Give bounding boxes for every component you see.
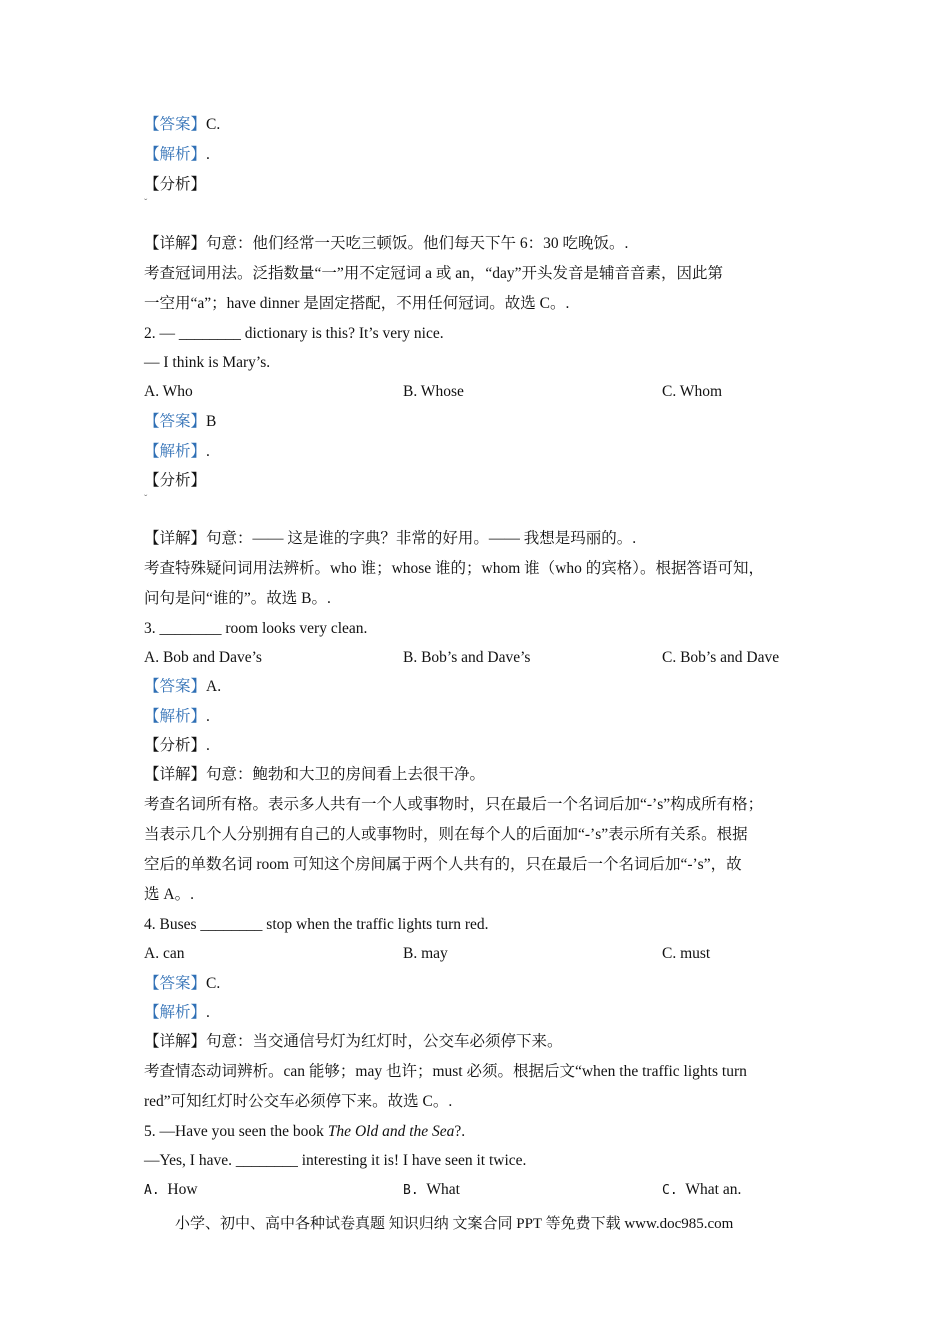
q2-explain-1: 考查特殊疑问词用法辨析。who 谁；whose 谁的；whom 谁（who 的宾格）。根据答语可知， bbox=[144, 560, 764, 577]
paragraph-mark: ˇ bbox=[144, 198, 148, 209]
q3-explain-3: 空后的单数名词 room 可知这个房间属于两个人共有的，只在最后一个名词后加“-’s”，故 bbox=[144, 856, 742, 873]
q4-option-c: C. must bbox=[662, 945, 711, 962]
q2-explain-2: 问句是问“谁的”。故选 B。. bbox=[144, 590, 331, 607]
q3-explain-2: 当表示几个人分别拥有自己的人或事物时，则在每个人的后面加“-’s”表示所有关系。根据 bbox=[144, 826, 748, 843]
q2-detail: 【详解】句意：—— 这是谁的字典？非常的好用。—— 我想是玛丽的。. bbox=[144, 530, 637, 547]
q5-reply: —Yes, I have. ________ interesting it is! I have seen it twice. bbox=[144, 1152, 527, 1169]
q4-stem: 4. Buses ________ stop when the traffic lights turn red. bbox=[144, 916, 489, 933]
answer-tag: 【答案】 bbox=[144, 116, 207, 133]
q1-detail: 【详解】句意：他们经常一天吃三顿饭。他们每天下午 6：30 吃晚饭。. bbox=[144, 235, 629, 252]
q3-analysis: 【解析】. bbox=[144, 708, 210, 725]
q4-explain-2: red”可知红灯时公交车必须停下来。故选 C。. bbox=[144, 1093, 453, 1110]
q2-stem: 2. — ________ dictionary is this? It’s very nice. bbox=[144, 325, 444, 342]
answer-value: C. bbox=[206, 116, 221, 133]
q5-option-c: C. What an. bbox=[662, 1181, 742, 1198]
q4-detail: 【详解】句意：当交通信号灯为红灯时，公交车必须停下来。 bbox=[144, 1033, 563, 1050]
q1-explain-2: 一空用“a”；have dinner 是固定搭配，不用任何冠词。故选 C。. bbox=[144, 295, 570, 312]
q4-answer: 【答案】C. bbox=[144, 975, 221, 992]
q4-explain-1: 考查情态动词辨析。can 能够；may 也许；must 必须。根据后文“when the traffic lights turn bbox=[144, 1063, 747, 1080]
q3-option-c: C. Bob’s and Dave bbox=[662, 649, 780, 666]
q1-fenxi: 【分析】 bbox=[144, 176, 207, 193]
q2-answer: 【答案】B bbox=[144, 413, 217, 430]
q5-stem: 5. —Have you seen the book The Old and the Sea?. bbox=[144, 1123, 466, 1140]
q3-fenxi: 【分析】. bbox=[144, 737, 210, 754]
q4-option-a: A. can bbox=[144, 945, 185, 962]
q2-option-b: B. Whose bbox=[403, 383, 464, 400]
book-title: The Old and the Sea bbox=[327, 1123, 455, 1140]
q3-option-b: B. Bob’s and Dave’s bbox=[403, 649, 531, 666]
q2-option-c: C. Whom bbox=[662, 383, 722, 400]
q3-stem: 3. ________ room looks very clean. bbox=[144, 620, 368, 637]
q3-explain-1: 考查名词所有格。表示多人共有一个人或事物时，只在最后一个名词后加“-’s”构成所有格； bbox=[144, 796, 764, 813]
q2-option-a: A. Who bbox=[144, 383, 193, 400]
q3-answer: 【答案】A. bbox=[144, 678, 222, 695]
paragraph-mark: ˇ bbox=[144, 494, 148, 505]
q2-analysis: 【解析】. bbox=[144, 443, 210, 460]
q2-fenxi: 【分析】 bbox=[144, 472, 207, 489]
q3-detail: 【详解】句意：鲍勃和大卫的房间看上去很干净。 bbox=[144, 766, 486, 783]
q5-option-b: B. What bbox=[403, 1181, 460, 1198]
page-footer: 小学、初中、高中各种试卷真题 知识归纳 文案合同 PPT 等免费下载 www.doc985.com bbox=[175, 1216, 734, 1232]
q3-option-a: A. Bob and Dave’s bbox=[144, 649, 262, 666]
analysis-tag: 【解析】 bbox=[144, 146, 207, 163]
q2-reply: — I think is Mary’s. bbox=[144, 354, 271, 371]
q1-answer bbox=[144, 115, 220, 135]
q4-analysis: 【解析】. bbox=[144, 1004, 210, 1021]
q4-option-b: B. may bbox=[403, 945, 448, 962]
q1-explain-1: 考查冠词用法。泛指数量“一”用不定冠词 a 或 an，“day”开头发音是辅音音素，因此第 bbox=[144, 265, 724, 282]
q3-explain-4: 选 A。. bbox=[144, 886, 194, 903]
q1-analysis: 【解析】. bbox=[144, 146, 210, 163]
q5-option-a: A. How bbox=[144, 1181, 198, 1198]
